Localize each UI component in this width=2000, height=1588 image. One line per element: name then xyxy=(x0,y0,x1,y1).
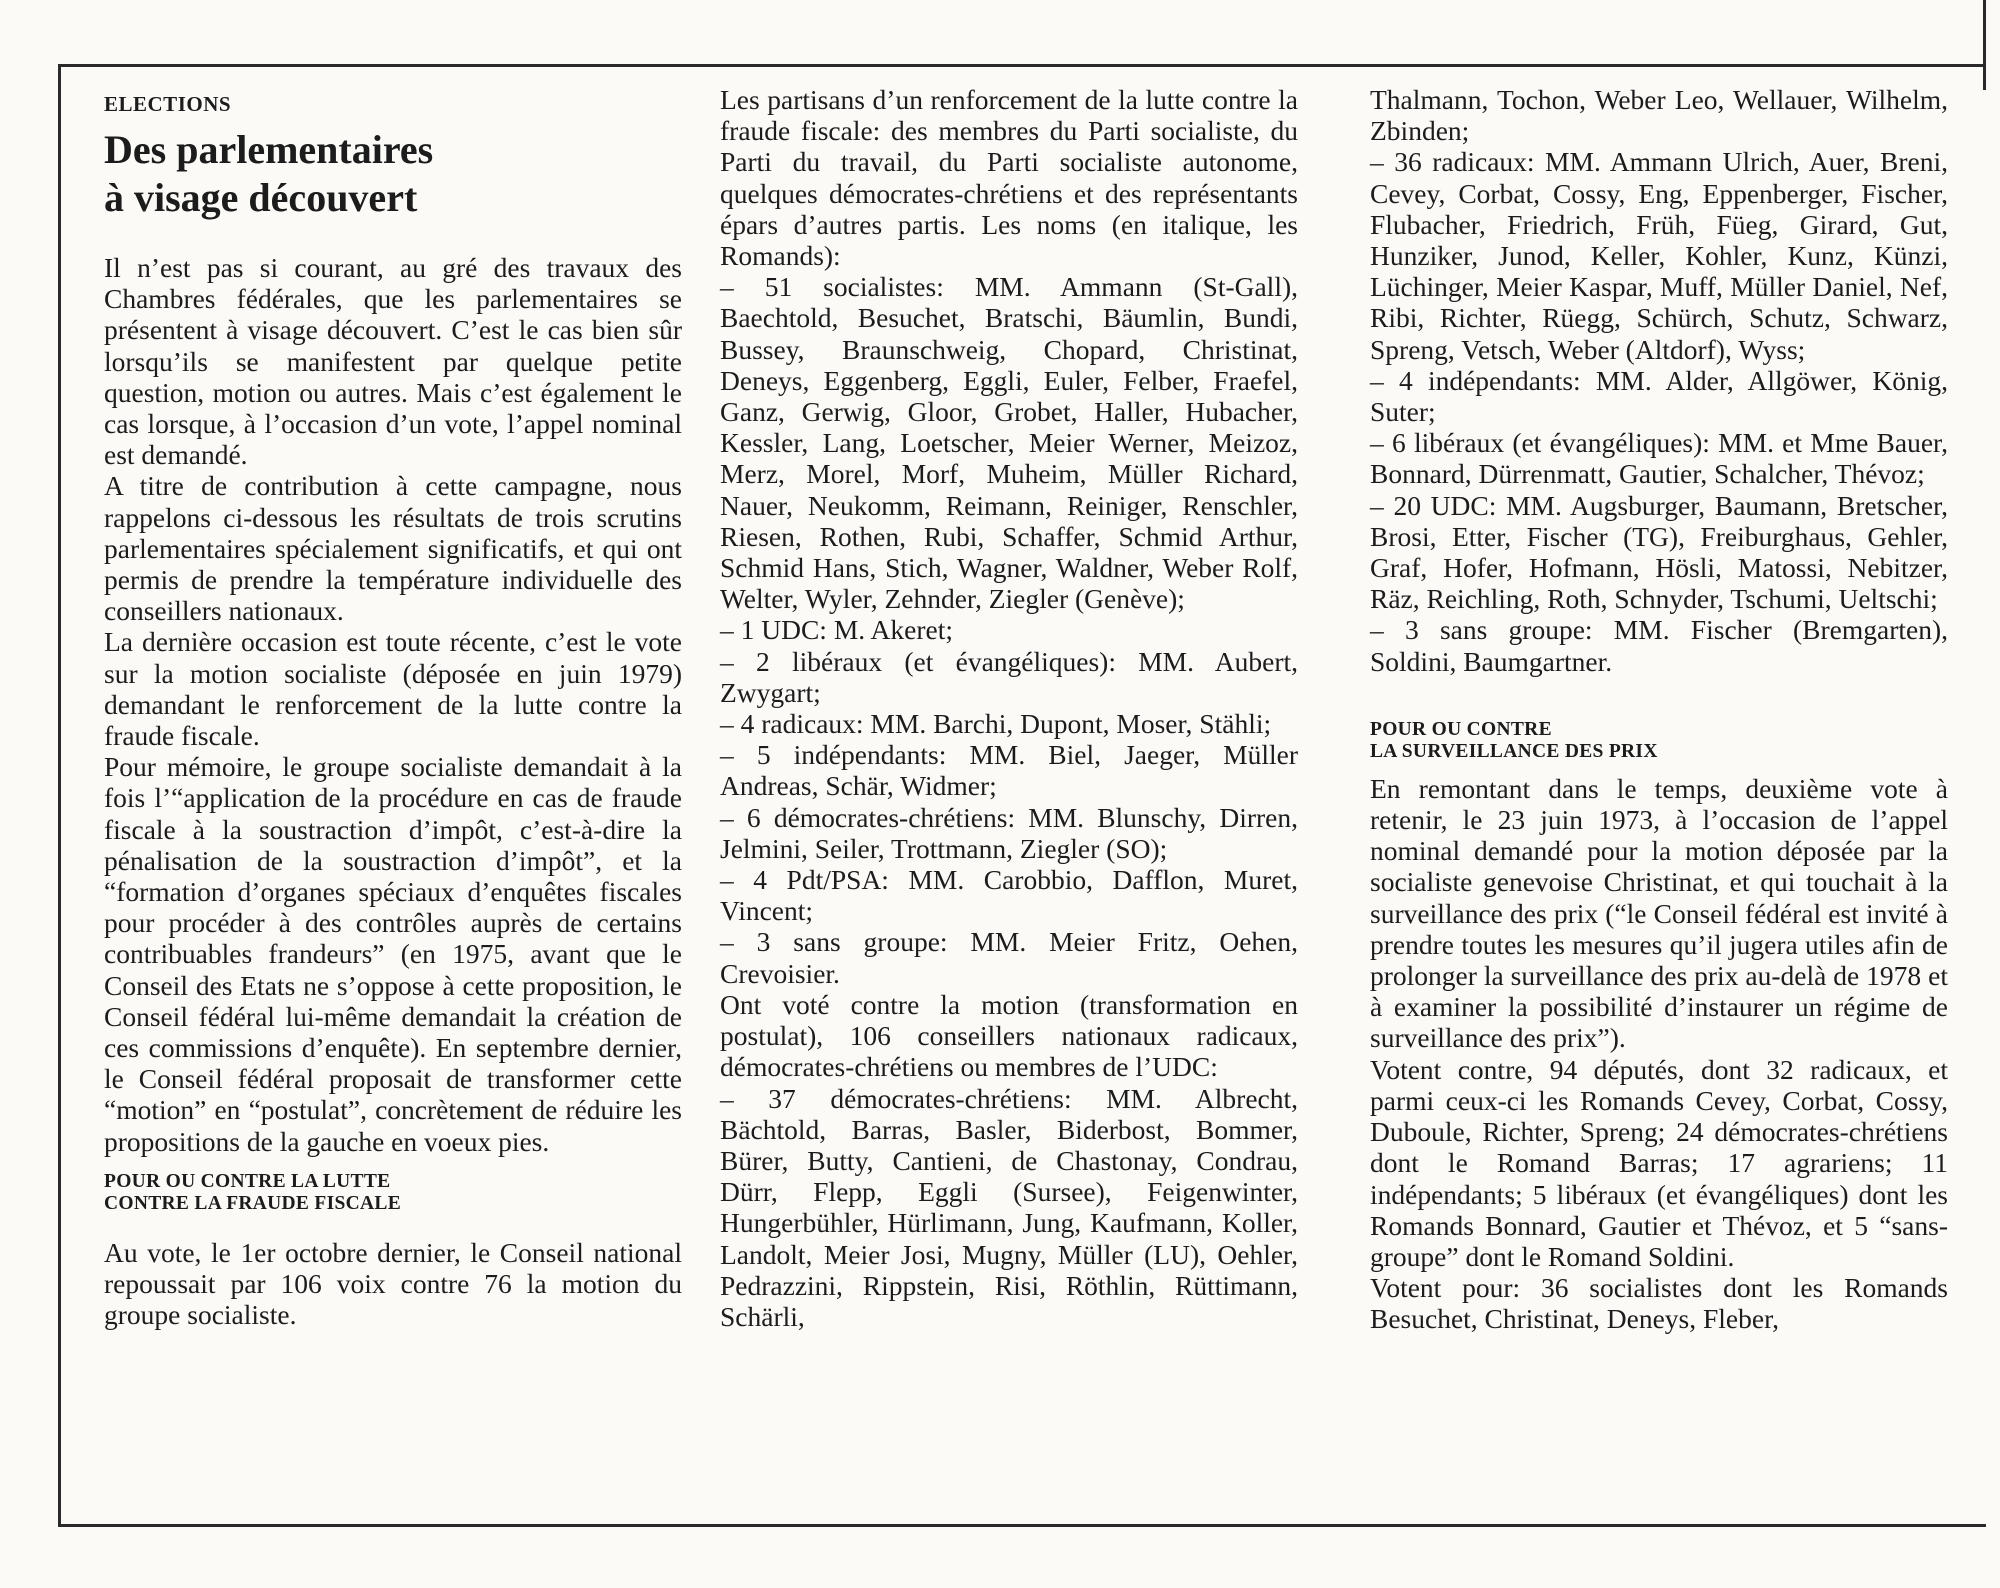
paragraph: A titre de contribution à cette campagne, nous rappelons ci-dessous les résultats de trois scrutins parlementaires spécialement significatifs, et qui ont permis de prendre la température individuelle des conseillers nationaux. xyxy=(104,470,682,627)
vote-list-entry: – 20 UDC: MM. Augsburger, Baumann, Bretscher, Brosi, Etter, Fischer (TG), Freiburghaus, Gehler, Graf, Hofer, Hofmann, Hösli, Matossi, Nebitzer, Räz, Reichling, Roth, Schnyder, Tschumi, Ueltschi; xyxy=(1370,489,1948,615)
paragraph: Votent pour: 36 socialistes dont les Romands Besuchet, Christinat, Deneys, Fleber, xyxy=(1370,1272,1948,1335)
vote-list-entry: – 6 libéraux (et évangéliques): MM. et Mme Bauer, Bonnard, Dürrenmatt, Gautier, Schalcher, Thévoz; xyxy=(1370,427,1948,490)
paragraph: Au vote, le 1er octobre dernier, le Conseil national repoussait par 106 voix contre 76 la motion du groupe socialiste. xyxy=(104,1236,682,1331)
vote-list-entry: – 4 radicaux: MM. Barchi, Dupont, Moser, Stähli; xyxy=(720,708,1272,740)
paragraph: Pour mémoire, le groupe socialiste demandait à la fois l’“application de la procédure en cas de fraude fiscale à la soustraction d’impôt, c’est-à-dire la pénalisation de la soustraction d’impôt”, et la “formation d’organes spéciaux d’enquêtes fiscales pour procéder à des contrôles auprès de certains contribuables frandeurs” (en 1975, avant que le Conseil des Etats ne s’oppose à cette proposition, le Conseil fédéral lui-même demandait la création de ces commissions d’enquête). En septembre dernier, le Conseil fédéral proposait de transformer cette “motion” en “postulat”, concrètement de réduire les propositions de la gauche en voeux pies. xyxy=(104,751,682,1157)
frame-right-edge xyxy=(1983,0,1986,90)
vote-list-entry: – 1 UDC: M. Akeret; xyxy=(720,614,953,646)
vote-list-entry: – 4 indépendants: MM. Alder, Allgöwer, König, Suter; xyxy=(1370,364,1948,428)
paragraph: Il n’est pas si courant, au gré des travaux des Chambres fédérales, que les parlementaires se présentent à visage découvert. C’est le cas bien sûr lorsqu’ils se manifestent par quelque petite question, motion ou autres. Mais c’est également le cas lorsque, à l’occasion d’un vote, l’appel nominal est demandé. xyxy=(104,252,682,471)
paragraph: En remontant dans le temps, deuxième vote à retenir, le 23 juin 1973, à l’occasion de l’appel nominal demandé pour la motion déposée par la socialiste genevoise Christinat, et qui touchait à la surveillance des prix (“le Conseil fédéral est invité à prendre toutes les mesures qu’il jugera utiles afin de prolonger la surveillance des prix au-delà de 1978 et à examiner la possibilité d’instaurer un régime de surveillance des prix”). xyxy=(1370,772,1948,1054)
vote-list-entry: Thalmann, Tochon, Weber Leo, Wellauer, Wilhelm, Zbinden; xyxy=(1370,84,1948,147)
subheading-line-1: POUR OU CONTRE LA LUTTE xyxy=(104,1170,391,1192)
subheading-line-1: POUR OU CONTRE xyxy=(1370,718,1552,740)
vote-list-entry: – 2 libéraux (et évangéliques): MM. Aubert, Zwygart; xyxy=(720,645,1298,708)
subheading-line-2: LA SURVEILLANCE DES PRIX xyxy=(1370,740,1658,762)
headline-line-2: à visage découvert xyxy=(104,175,418,220)
vote-list-entry: – 36 radicaux: MM. Ammann Ulrich, Auer, Breni, Cevey, Corbat, Cossy, Eng, Eppenberger, Fischer, Flubacher, Friedrich, Früh, Füeg, Girard, Gut, Hunziker, Junod, Keller, Kohler, Kunz, Künzi, Lüchinger, Meier Kaspar, Muff, Müller Daniel, Nef, Ribi, Richter, Rüegg, Schürch, Schutz, Schwarz, Spreng, Vetsch, Weber (Altdorf), Wyss; xyxy=(1370,146,1948,365)
subheading-fraude-fiscale xyxy=(104,1171,682,1215)
paragraph: La dernière occasion est toute récente, c’est le vote sur la motion socialiste (déposée en juin 1979) demandant le renforcement de la lutte contre la fraude fiscale. xyxy=(104,626,682,752)
column-3 xyxy=(1370,84,1948,1335)
paragraph: Ont voté contre la motion (transformation en postulat), 106 conseillers nationaux radicaux, démocrates-chrétiens ou membres de l’UDC: xyxy=(720,988,1298,1083)
vote-list-entry: – 6 démocrates-chrétiens: MM. Blunschy, Dirren, Jelmini, Seiler, Trottmann, Ziegler (SO); xyxy=(720,801,1298,864)
vote-list-entry: – 4 Pdt/PSA: MM. Carobbio, Dafflon, Muret, Vincent; xyxy=(720,864,1298,927)
vote-list-entry: – 3 sans groupe: MM. Fischer (Bremgarten), Soldini, Baumgartner. xyxy=(1370,614,1948,677)
column-1 xyxy=(104,86,682,1331)
subheading-line-2: CONTRE LA FRAUDE FISCALE xyxy=(104,1192,402,1214)
paragraph: Les partisans d’un renforcement de la lutte contre la fraude fiscale: des membres du Parti socialiste, du Parti du travail, du Parti socialiste autonome, quelques démocrates-chrétiens et des représentants épars d’autres partis. Les noms (en italique, les Romands): xyxy=(720,84,1298,272)
section-kicker: ELECTIONS xyxy=(104,92,232,116)
paragraph: Votent contre, 94 députés, dont 32 radicaux, et parmi ceux-ci les Romands Cevey, Corbat, Cossy, Duboule, Richter, Spreng; 24 démocrates-chrétiens dont le Romand Barras; 17 agrariens; 11 indépendants; 5 libéraux (et évangéliques) dont les Romands Bonnard, Gautier et Thévoz, et 5 “sans-groupe” dont le Romand Soldini. xyxy=(1370,1053,1948,1272)
vote-list-entry: – 3 sans groupe: MM. Meier Fritz, Oehen, Crevoisier. xyxy=(720,926,1298,989)
headline-line-1: Des parlementaires xyxy=(104,127,434,172)
headline xyxy=(104,126,682,222)
vote-list-entry: – 51 socialistes: MM. Ammann (St-Gall), Baechtold, Besuchet, Bratschi, Bäumlin, Bundi, Bussey, Braunschweig, Chopard, Christinat, Deneys, Eggenberg, Eggli, Euler, Felber, Fraefel, Ganz, Gerwig, Gloor, Grobet, Haller, Hubacher, Kessler, Lang, Loetscher, Meier Werner, Meizoz, Merz, Morel, Morf, Muheim, Müller Richard, Nauer, Neukomm, Reimann, Reiniger, Renschler, Riesen, Rothen, Rubi, Schaffer, Schmid Arthur, Schmid Hans, Stich, Wagner, Waldner, Weber Rolf, Welter, Wyler, Zehnder, Ziegler (Genève); xyxy=(720,271,1298,615)
vote-list-entry: – 5 indépendants: MM. Biel, Jaeger, Müller Andreas, Schär, Widmer; xyxy=(720,739,1298,802)
column-2 xyxy=(720,84,1298,1332)
subheading-surveillance-prix xyxy=(1370,719,1948,763)
vote-list-entry: – 37 démocrates-chrétiens: MM. Albrecht, Bächtold, Barras, Basler, Biderbost, Bommer, Bürer, Butty, Cantieni, de Chastonay, Condrau, Dürr, Flepp, Eggli (Sursee), Feigenwinter, Hungerbühler, Hürlimann, Jung, Kaufmann, Koller, Landolt, Meier Josi, Mugny, Müller (LU), Oehler, Pedrazzini, Rippstein, Risi, Röthlin, Rüttimann, Schärli, xyxy=(720,1082,1298,1332)
